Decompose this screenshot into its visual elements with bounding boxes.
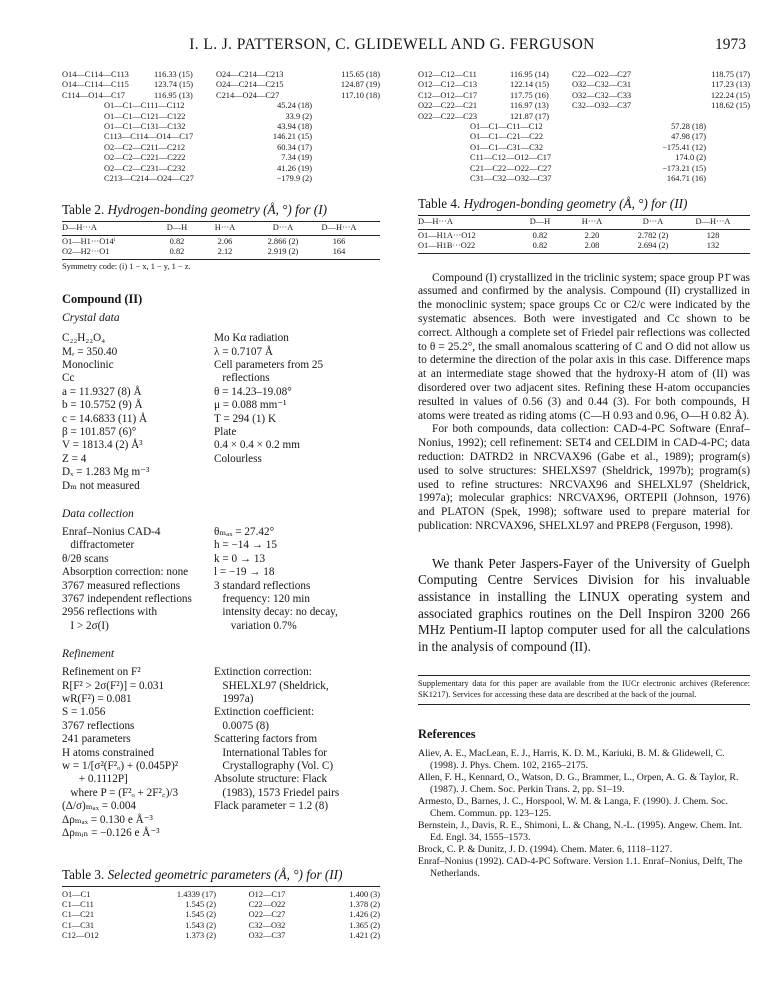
data-line: Absolute structure: Flack bbox=[214, 773, 328, 786]
table-cell: O2—H2···O1 bbox=[62, 247, 110, 257]
table-cell: O22—C27 bbox=[248, 910, 286, 920]
table-cell: 1.4339 (17) bbox=[176, 889, 216, 899]
angle-row bbox=[62, 70, 380, 80]
data-line: T = 294 (1) K bbox=[214, 412, 277, 425]
experimental-text bbox=[418, 272, 750, 534]
data-line: μ = 0.088 mm⁻¹ bbox=[214, 399, 287, 412]
table-cell: 2.919 (2) bbox=[267, 247, 299, 257]
data-line: wR(F²) = 0.081 bbox=[62, 693, 132, 706]
table-cell: 47.98 (17) bbox=[671, 132, 706, 142]
page-number: 1973 bbox=[715, 36, 746, 53]
table-cell: 1.545 (2) bbox=[185, 910, 216, 920]
table-cell: 1.421 (2) bbox=[349, 931, 380, 941]
table-cell: 1.545 (2) bbox=[185, 899, 216, 909]
table-cell: O24—C214—C215 bbox=[216, 80, 284, 90]
table-cell: O14—C114—C115 bbox=[62, 80, 129, 90]
table-cell: 57.28 (18) bbox=[671, 122, 706, 132]
data-line: H atoms constrained bbox=[62, 746, 154, 759]
reference-item: Aliev, A. E., MacLean, E. J., Harris, K. D. M., Kariuki, B. M. & Glidewell, C. (1998). J. Phys. Chem. 102, 2165–2175. bbox=[418, 747, 725, 771]
angle-table-i bbox=[62, 70, 380, 184]
table-cell: O1—H1B···O22 bbox=[418, 241, 476, 251]
table-row bbox=[62, 247, 380, 257]
data-line: 241 parameters bbox=[62, 733, 131, 746]
angle-table-ii bbox=[418, 70, 750, 184]
data-line: k = 0 → 13 bbox=[214, 552, 266, 565]
table-row bbox=[62, 890, 380, 900]
table-cell bbox=[572, 112, 672, 122]
table-cell: O32—C32—C31 bbox=[572, 80, 632, 90]
references-list bbox=[418, 748, 750, 880]
angle-row bbox=[62, 91, 380, 101]
table-cell: 1.365 (2) bbox=[349, 920, 380, 930]
table-cell: D—H···A bbox=[695, 217, 731, 227]
crystal-data bbox=[62, 332, 380, 493]
table-cell: O32—C37 bbox=[248, 931, 286, 941]
experimental-paragraph: For both compounds, data collection: CAD-4-PC Software (Enraf–Nonius, 1992); cell refinement: SET4 and CELDIM in CAD-4-PC; data reduction: DATRD2 in NRCVAX96 (Gabe et al., 1989); program(s) used to solve structures: SHELXS97 (Sheldrick, 1997b); program(s) used to refine structures: NRCVAX96 and SHELXL97 (Sheldrick, 1997a); molecular graphics: NRCVAX96, ORTEPII (Johnson, 1976) and PLATON (Spek, 1998); software used to prepare material for publication: NRCVAX96, SHELXL97 and PREP8 (Ferguson, 1998). bbox=[418, 423, 750, 533]
data-line: C₂₂H₂₂O₄ bbox=[62, 332, 106, 345]
table-cell: H···A bbox=[581, 217, 603, 227]
data-line: Dₓ = 1.283 Mg m⁻³ bbox=[62, 466, 150, 479]
table-row bbox=[62, 237, 380, 247]
table-cell: O2—C2—C221—C222 bbox=[104, 153, 186, 163]
table-cell: C12—O12 bbox=[62, 931, 99, 941]
data-line: 3767 measured reflections bbox=[62, 579, 181, 592]
data-line: Monoclinic bbox=[62, 358, 114, 371]
running-header-authors: I. L. J. PATTERSON, C. GLIDEWELL AND G. FERGUSON bbox=[189, 36, 595, 53]
data-line: (1983), 1573 Friedel pairs bbox=[214, 786, 340, 799]
table-cell bbox=[672, 112, 750, 122]
torsion-row bbox=[470, 132, 750, 142]
table-cell: C113—C114—O14—C17 bbox=[104, 132, 194, 142]
data-line: θ/2θ scans bbox=[62, 552, 109, 565]
data-line: Mᵣ = 350.40 bbox=[62, 345, 118, 358]
torsion-row bbox=[104, 143, 380, 153]
table-header-row bbox=[418, 217, 738, 227]
torsion-row bbox=[104, 132, 380, 142]
data-line: reflections bbox=[214, 372, 270, 385]
data-line: w = 1/[σ²(F²ₒ) + (0.045P)² bbox=[62, 760, 179, 773]
angle-row bbox=[418, 112, 750, 122]
table-cell: 0.82 bbox=[169, 247, 185, 257]
torsion-row bbox=[104, 122, 380, 132]
table-cell: C12—O12—C17 bbox=[418, 90, 478, 100]
table-cell: 43.94 (18) bbox=[277, 122, 312, 132]
data-line: 3 standard reflections bbox=[214, 579, 311, 592]
table-cell: C214—O24—C27 bbox=[216, 90, 280, 100]
table-cell: 118.75 (17) bbox=[711, 70, 750, 79]
data-line: V = 1813.4 (2) Å³ bbox=[62, 439, 143, 452]
table-cell: 1.378 (2) bbox=[349, 899, 380, 909]
data-line: R[F² > 2σ(F²)] = 0.031 bbox=[62, 679, 165, 692]
references-heading: References bbox=[418, 726, 476, 741]
table-cell: 2.866 (2) bbox=[267, 236, 299, 246]
table-cell: 132 bbox=[706, 241, 720, 251]
table-cell: O12—C12—C13 bbox=[418, 80, 478, 90]
angle-row bbox=[418, 70, 750, 80]
torsion-row bbox=[104, 101, 380, 111]
table-cell: C1—C31 bbox=[62, 920, 95, 930]
table-header-row bbox=[62, 223, 362, 233]
data-line: Crystallography (Vol. C) bbox=[214, 760, 334, 773]
table-cell: D—H···A bbox=[62, 223, 97, 233]
data-line: l = −19 → 18 bbox=[214, 566, 275, 579]
angle-row bbox=[418, 91, 750, 101]
reference-item: Enraf–Nonius (1992). CAD-4-PC Software. Version 1.1. Enraf–Nonius, Delft, The Netherlands. bbox=[418, 855, 743, 879]
table-cell: O1—C1—C121—C122 bbox=[104, 111, 186, 121]
data-line: intensity decay: no decay, bbox=[214, 606, 338, 619]
data-line: where P = (F²ₒ + 2F²꜀)/3 bbox=[62, 786, 179, 799]
data-line: Extinction correction: bbox=[214, 666, 312, 679]
angle-row bbox=[418, 101, 750, 111]
table-cell: 115.65 (18) bbox=[341, 70, 380, 79]
refinement bbox=[62, 666, 380, 840]
table-cell: C22—O22—C27 bbox=[572, 70, 632, 79]
table-cell: 1.400 (3) bbox=[349, 889, 380, 899]
table-cell: 0.82 bbox=[169, 236, 185, 246]
data-line: International Tables for bbox=[214, 746, 328, 759]
table-cell: C11—C12—O12—C17 bbox=[470, 153, 552, 163]
table-cell: 1.543 (2) bbox=[185, 920, 216, 930]
data-line: 0.4 × 0.4 × 0.2 mm bbox=[214, 439, 300, 452]
table-cell: 7.34 (19) bbox=[281, 153, 312, 163]
table-cell: 124.87 (19) bbox=[340, 80, 380, 90]
experimental-paragraph: Compound (I) crystallized in the triclinic system; space group P1̄ was assumed and confirmed by the analysis. Compound (II) crystallized in the monoclinic system; space groups Cc or C2/c were indicated by the systematic absences. Both were investigated and Cc shown to be correct. Although a complete set of Friedel pair reflections was collected to θ = 25.2°, the small anomalous scattering of C and O did not allow us to determine the direction of the polar axis in this case. Difference maps at an intermediate stage showed that the hydroxy-H atom of (II) was disordered over two adjacent sites. Refining these H-atom occupancies resulted in values of 0.56 (3) and 0.44 (3). For both compounds, H atoms were treated as riding atoms (C—H 0.93 and 0.96, O—H 0.82 Å). bbox=[418, 271, 750, 422]
torsion-row bbox=[470, 122, 750, 132]
table-cell: O2—C2—C231—C232 bbox=[104, 163, 186, 173]
table-cell: O1—H1···O14ⁱ bbox=[62, 236, 116, 246]
angle-row bbox=[62, 80, 380, 90]
table-cell: O1—H1A···O12 bbox=[418, 230, 476, 240]
data-line: S = 1.056 bbox=[62, 706, 106, 719]
table-cell: O22—C22—C23 bbox=[418, 111, 478, 121]
table-cell: 122.14 (15) bbox=[510, 80, 550, 90]
table4-caption: Table 4. Hydrogen-bonding geometry (Å, °) for (II) bbox=[418, 196, 688, 212]
torsion-row bbox=[470, 153, 750, 163]
data-line: Extinction coefficient: bbox=[214, 706, 315, 719]
table-cell: C32—O32 bbox=[248, 920, 286, 930]
table-cell: D···A bbox=[642, 217, 664, 227]
table-cell: 117.10 (18) bbox=[341, 90, 380, 100]
crystal-data-heading: Crystal data bbox=[62, 311, 120, 325]
table3-caption: Table 3. Selected geometric parameters (Å, °) for (II) bbox=[62, 866, 343, 882]
torsion-row bbox=[104, 112, 380, 122]
table-cell: D—H bbox=[529, 217, 551, 227]
table-cell: −179.9 (2) bbox=[276, 174, 312, 184]
table-cell: 121.87 (17) bbox=[510, 111, 550, 121]
table-cell: O22—C22—C21 bbox=[418, 101, 478, 111]
table-cell: O1—C1—C11—C12 bbox=[470, 122, 543, 132]
table2 bbox=[62, 221, 380, 272]
table-cell: D···A bbox=[272, 223, 294, 233]
torsion-row bbox=[470, 164, 750, 174]
data-line: (Δ/σ)ₘₐₓ = 0.004 bbox=[62, 800, 137, 813]
table-cell: O32—C32—C33 bbox=[572, 90, 632, 100]
table-cell: 2.782 (2) bbox=[637, 230, 669, 240]
table3 bbox=[62, 886, 380, 942]
data-line: Enraf–Nonius CAD-4 bbox=[62, 525, 161, 538]
table-cell: C31—C32—O32—C37 bbox=[470, 174, 552, 184]
table-row bbox=[62, 931, 380, 941]
data-line: Δρₘᵢₙ = −0.126 e Å⁻³ bbox=[62, 827, 160, 840]
data-line: b = 10.5752 (9) Å bbox=[62, 399, 143, 412]
table-cell: 45.24 (18) bbox=[277, 101, 312, 111]
data-line: Cell parameters from 25 bbox=[214, 358, 324, 371]
table-cell: O1—C1 bbox=[62, 889, 91, 899]
table-row bbox=[62, 921, 380, 931]
supplementary-note: Supplementary data for this paper are available from the IUCr electronic archives (Reference: SK1217). Services for accessing these data are described at the back of the journal. bbox=[418, 679, 750, 699]
table-cell: 164 bbox=[332, 247, 346, 257]
table-cell: 117.75 (16) bbox=[510, 90, 549, 100]
data-line: 3767 reflections bbox=[62, 719, 135, 732]
data-line: + 0.1112P] bbox=[62, 773, 128, 786]
table-cell: C114—O14—C17 bbox=[62, 90, 125, 100]
data-line: a = 11.9327 (8) Å bbox=[62, 385, 142, 398]
data-line: Z = 4 bbox=[62, 452, 87, 465]
data-line: Refinement on F² bbox=[62, 666, 141, 679]
left-column bbox=[62, 70, 380, 942]
table-cell: 33.9 (2) bbox=[285, 111, 312, 121]
table-cell: 118.62 (15) bbox=[711, 101, 750, 111]
table-cell: O1—C1—C21—C22 bbox=[470, 132, 544, 142]
data-line: θₘₐₓ = 27.42° bbox=[214, 525, 275, 538]
torsion-row bbox=[104, 174, 380, 184]
data-line: 2956 reflections with bbox=[62, 606, 158, 619]
data-line: β = 101.857 (6)° bbox=[62, 425, 137, 438]
data-line: Flack parameter = 1.2 (8) bbox=[214, 800, 329, 813]
table-cell: −175.41 (12) bbox=[662, 142, 706, 152]
table-cell: C213—C214—O24—C27 bbox=[104, 174, 194, 184]
table-cell: 116.95 (13) bbox=[154, 90, 193, 100]
table-cell: C21—C22—O22—C27 bbox=[470, 163, 552, 173]
table-cell: O24—C214—C213 bbox=[216, 70, 284, 79]
torsion-row bbox=[470, 174, 750, 184]
data-line: λ = 0.7107 Å bbox=[214, 345, 273, 358]
data-line: Mo Kα radiation bbox=[214, 332, 289, 345]
table-cell: C32—O32—C37 bbox=[572, 101, 632, 111]
table-cell: 164.71 (16) bbox=[666, 174, 706, 184]
data-line: Δρₘₐₓ = 0.130 e Å⁻³ bbox=[62, 813, 153, 826]
data-line: 3767 independent reflections bbox=[62, 593, 192, 605]
data-line: Cc bbox=[62, 372, 75, 385]
data-line: I > 2σ(I) bbox=[62, 619, 109, 632]
table-cell: 41.26 (19) bbox=[277, 163, 312, 173]
table-cell: O14—C114—C113 bbox=[62, 70, 129, 79]
data-line: variation 0.7% bbox=[214, 619, 297, 632]
table-cell: D—H bbox=[166, 223, 188, 233]
right-column bbox=[418, 70, 750, 880]
data-line: frequency: 120 min bbox=[214, 593, 311, 605]
table-cell: O1—C1—C131—C132 bbox=[104, 122, 186, 132]
table-cell: 122.24 (15) bbox=[710, 90, 750, 100]
table-cell: 123.74 (15) bbox=[154, 80, 194, 90]
data-line: h = −14 → 15 bbox=[214, 539, 277, 552]
table-cell: 116.95 (14) bbox=[510, 70, 549, 79]
table-cell: 2.08 bbox=[584, 241, 600, 251]
table-row bbox=[418, 231, 750, 241]
torsion-row bbox=[104, 164, 380, 174]
torsion-row bbox=[470, 143, 750, 153]
table4 bbox=[418, 215, 750, 253]
compound-ii-heading: Compound (II) bbox=[62, 292, 143, 307]
table-row bbox=[418, 241, 750, 251]
table-cell: 0.82 bbox=[532, 241, 548, 251]
table-cell: 146.21 (15) bbox=[272, 132, 312, 142]
table-cell: 2.694 (2) bbox=[637, 241, 669, 251]
table-cell: 174.0 (2) bbox=[675, 153, 706, 163]
data-line: Dₘ not measured bbox=[62, 479, 140, 492]
table-cell: O1—C1—C111—C112 bbox=[104, 101, 185, 111]
table-cell: 2.20 bbox=[584, 230, 600, 240]
data-line: diffractometer bbox=[62, 539, 135, 552]
table-row bbox=[62, 910, 380, 920]
table-cell: 1.373 (2) bbox=[185, 931, 216, 941]
acknowledgement: We thank Peter Jaspers-Fayer of the University of Guelph Computing Centre Services Division for his invaluable assistance in installing the LINUX operating system and associated graphics routines on the Dell Inspiron 3200 266 MHz Pentium-II laptop computer used for all the calculations in the analysis of compound (II). bbox=[418, 555, 750, 654]
table2-symmetry-code: Symmetry code: (i) 1 − x, 1 − y, 1 − z. bbox=[62, 261, 191, 271]
table-cell: O12—C12—C11 bbox=[418, 70, 477, 79]
table-cell: 116.97 (13) bbox=[510, 101, 549, 111]
data-line: SHELXL97 (Sheldrick, bbox=[214, 679, 329, 692]
table-cell: O1—C1—C31—C32 bbox=[470, 142, 544, 152]
table-cell: C1—C21 bbox=[62, 910, 95, 920]
data-collection-heading: Data collection bbox=[62, 506, 134, 520]
table-cell: O2—C2—C211—C212 bbox=[104, 142, 186, 152]
table-cell: D—H···A bbox=[418, 217, 453, 227]
data-line: 1997a) bbox=[214, 693, 254, 706]
data-line: c = 14.6833 (11) Å bbox=[62, 412, 148, 425]
data-line: Colourless bbox=[214, 452, 262, 465]
torsion-row bbox=[104, 153, 380, 163]
reference-item: Brock, C. P. & Dunitz, J. D. (1994). Chem. Mater. 6, 1118–1127. bbox=[418, 843, 673, 855]
data-line: 0.0075 (8) bbox=[214, 719, 269, 732]
angle-row bbox=[418, 80, 750, 90]
table-cell: 0.82 bbox=[532, 230, 548, 240]
table-cell: 2.06 bbox=[217, 236, 233, 246]
refinement-heading: Refinement bbox=[62, 647, 115, 661]
reference-item: Bernstein, J., Davis, R. E., Shimoni, L. & Chang, N.-L. (1995). Angew. Chem. Int. Ed. Engl. 34, 1555–1573. bbox=[418, 819, 742, 843]
data-collection bbox=[62, 526, 380, 633]
table-cell: 2.12 bbox=[217, 247, 233, 257]
table2-caption: Table 2. Hydrogen-bonding geometry (Å, °) for (I) bbox=[62, 202, 327, 218]
reference-item: Armesto, D., Barnes, J. C., Horspool, W. M. & Langa, F. (1990). J. Chem. Soc. Chem. Commun. pp. 123–125. bbox=[418, 795, 728, 819]
data-line: Plate bbox=[214, 425, 237, 438]
table-cell: C1—C11 bbox=[62, 899, 94, 909]
table-cell: 116.33 (15) bbox=[154, 70, 193, 79]
data-line: θ = 14.23–19.08° bbox=[214, 385, 292, 398]
data-line: Absorption correction: none bbox=[62, 566, 189, 579]
table-cell: 60.34 (17) bbox=[277, 142, 312, 152]
table-cell: H···A bbox=[214, 223, 236, 233]
table-cell: 166 bbox=[332, 236, 346, 246]
table-cell: O12—C17 bbox=[248, 889, 286, 899]
table-cell: C22—O22 bbox=[248, 899, 286, 909]
data-line: Scattering factors from bbox=[214, 733, 318, 746]
table-cell: 128 bbox=[706, 230, 720, 240]
table-cell: 117.23 (13) bbox=[711, 80, 750, 90]
table-row bbox=[62, 900, 380, 910]
table-cell: 1.426 (2) bbox=[349, 910, 380, 920]
table-cell: −173.21 (15) bbox=[662, 163, 706, 173]
table-cell: D—H···A bbox=[321, 223, 357, 233]
reference-item: Allen, F. H., Kennard, O., Watson, D. G., Brammer, L., Orpen, A. G. & Taylor, R. (1987). J. Chem. Soc. Perkin Trans. 2, pp. S1–19. bbox=[418, 771, 739, 795]
